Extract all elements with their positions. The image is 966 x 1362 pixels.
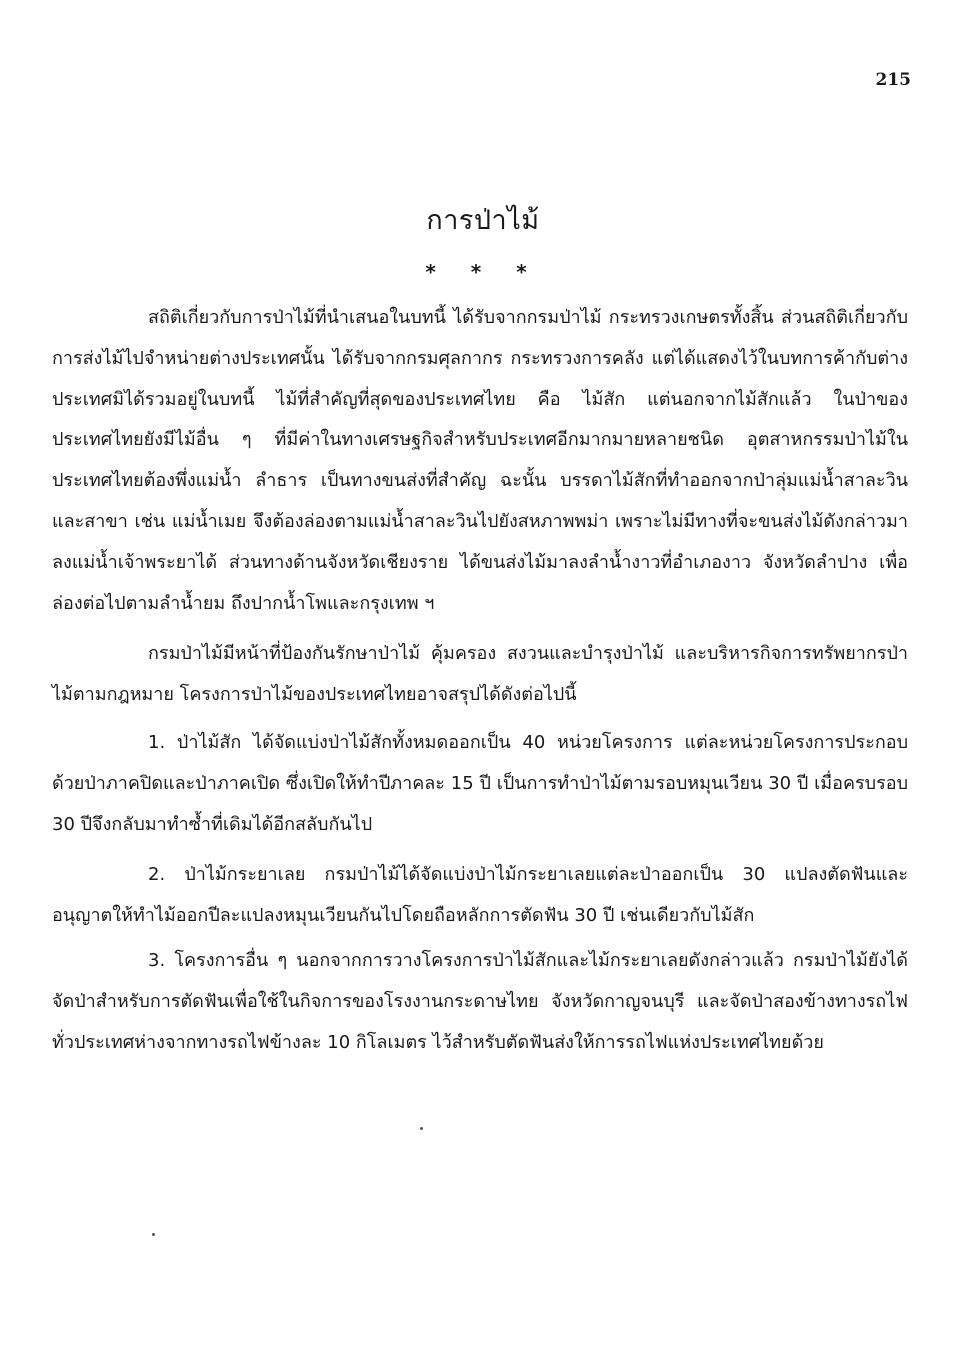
paragraph-mixed-forest: 2. ป่าไม้กระยาเลย กรมป่าไม้ได้จัดแบ่งป่าไม้กระยาเลยแต่ละป่าออกเป็น 30 แปลงตัดฟันและอนุญาตให้ทำไม้ออกปีละแปลงหมุนเวียนกันไปโดยถือหลักการตัดฟัน 30 ปี เช่นเดียวกับไม้สัก: [52, 864, 908, 927]
document-body: [52, 298, 908, 1063]
paragraph-other-projects: 3. โครงการอื่น ๆ นอกจากการวางโครงการป่าไม้สักและไม้กระยาเลยดังกล่าวแล้ว กรมป่าไม้ยังได้จัดป่าสำหรับการตัดฟันเพื่อใช้ในกิจการของโรงงานกระดาษไทย จังหวัดกาญจนบุรี และจัดป่าสองข้างทางรถไฟทั่วประเทศห่างจากทางรถไฟข้างละ 10 กิโลเมตร ไว้สำหรับตัดฟันส่งให้การรถไฟแห่งประเทศไทยด้วย: [52, 949, 908, 1053]
page-number: 215: [875, 70, 911, 90]
paragraph-teak-forest: 1. ป่าไม้สัก ได้จัดแบ่งป่าไม้สักทั้งหมดออกเป็น 40 หน่วยโครงการ แต่ละหน่วยโครงการประกอบด้วยป่าภาคปิดและป่าภาคเปิด ซึ่งเปิดให้ทำปีภาคละ 15 ปี เป็นการทำป่าไม้ตามรอบหมุนเวียน 30 ปี เมื่อครบรอบ 30 ปีจึงกลับมาทำซ้ำที่เดิมได้อีกสลับกันไป: [52, 731, 908, 835]
scan-speck: [152, 1233, 155, 1236]
page-title: การป่าไม้: [426, 205, 540, 236]
scan-speck: [420, 1127, 423, 1130]
paragraph-intro: สถิติเกี่ยวกับการป่าไม้ที่นำเสนอในบทนี้ ได้รับจากกรมป่าไม้ กระทรวงเกษตรทั้งสิ้น ส่วนสถิติเกี่ยวกับการส่งไม้ไปจำหน่ายต่างประเทศนั้น ได้รับจากกรมศุลกากร กระทรวงการคลัง แต่ได้แสดงไว้ในบทการค้ากับต่างประเทศมิได้รวมอยู่ในบทนี้ ไม้ที่สำคัญที่สุดของประเทศไทย คือ ไม้สัก แต่นอกจากไม้สักแล้ว ในป่าของประเทศไทยยังมีไม้อื่น ๆ ที่มีค่าในทางเศรษฐกิจสำหรับประเทศอีกมากมายหลายชนิด อุตสาหกรรมป่าไม้ในประเทศไทยต้องพึ่งแม่น้ำ ลำธาร เป็นทางขนส่งที่สำคัญ ฉะนั้น บรรดาไม้สักที่ทำออกจากป่าลุ่มแม่น้ำสาละวินและสาขา เช่น แม่น้ำเมย จึงต้องล่องตามแม่น้ำสาละวินไปยังสหภาพพม่า เพราะไม่มีทางที่จะขนส่งไม้ดังกล่าวมาลงแม่น้ำเจ้าพระยาได้ ส่วนทางด้านจังหวัดเชียงราย ได้ขนส่งไม้มาลงลำน้ำงาวที่อำเภองาว จังหวัดลำปาง เพื่อล่องต่อไปตามลำน้ำยม ถึงปากน้ำโพและกรุงเทพ ฯ: [52, 307, 908, 614]
paragraph-forestry-duties: กรมป่าไม้มีหน้าที่ป้องกันรักษาป่าไม้ คุ้มครอง สงวนและบำรุงป่าไม้ และบริหารกิจการทรัพยากรป่าไม้ตามกฎหมาย โครงการป่าไม้ของประเทศไทยอาจสรุปได้ดังต่อไปนี้: [52, 643, 908, 706]
section-ornament: * * *: [425, 260, 541, 284]
